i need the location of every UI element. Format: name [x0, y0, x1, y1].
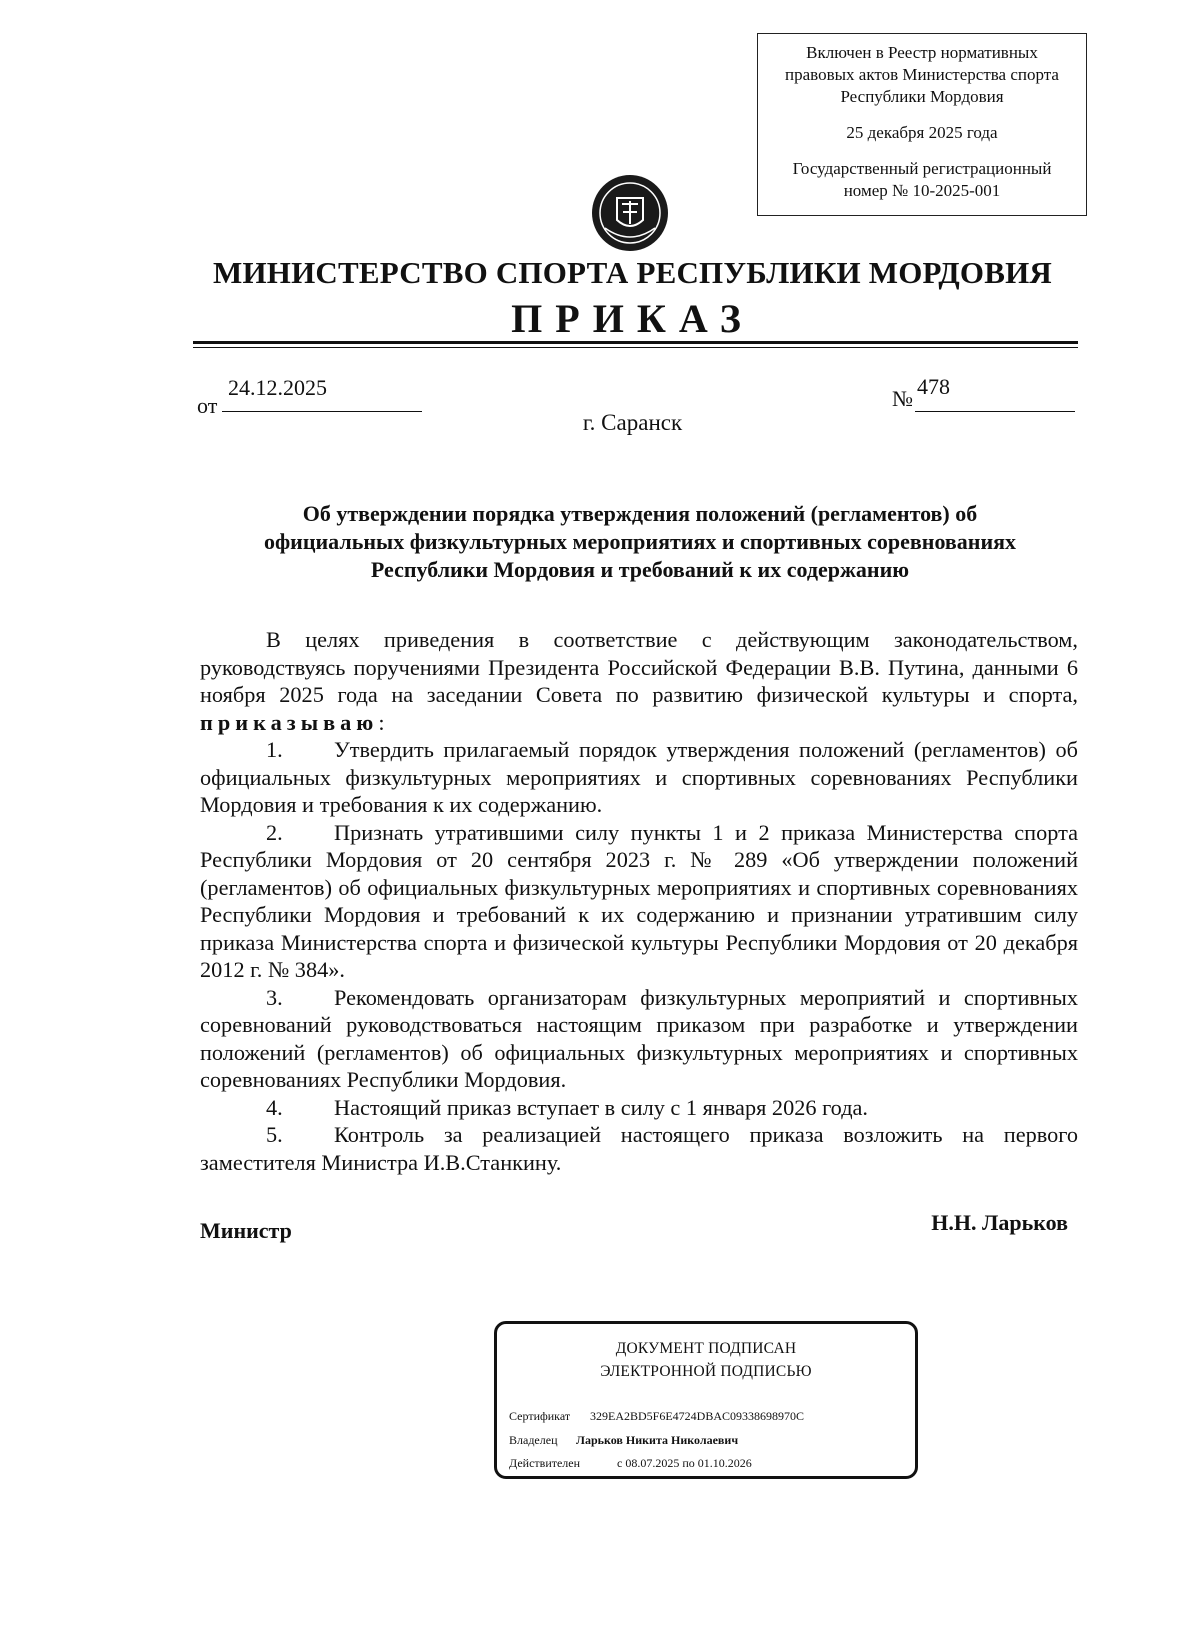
esig-certificate-row [509, 1409, 804, 1424]
esig-line-2: ЭЛЕКТРОННОЙ ПОДПИСЬЮ [600, 1363, 812, 1380]
item-text: Утвердить прилагаемый порядок утверждения положений (регламентов) об официальных физкультурных мероприятиях и спортивных соревнованиях Республики Мордовия и требования к их содержанию. [200, 737, 1078, 817]
document-heading [200, 500, 1080, 584]
certificate-label: Сертификат [509, 1409, 571, 1423]
intro-paragraph [200, 626, 1078, 736]
header-rule-thin [193, 347, 1078, 348]
registry-date: 25 декабря 2025 года [846, 123, 998, 142]
item-number: 1. [266, 737, 283, 762]
order-number: 478 [917, 374, 950, 399]
city: г. Саранск [582, 410, 683, 435]
electronic-signature-stamp [494, 1321, 918, 1479]
list-item [200, 1121, 1078, 1176]
validity-value: с 08.07.2025 по 01.10.2026 [617, 1456, 752, 1470]
ministry-title: МИНИСТЕРСТВО СПОРТА РЕСПУБЛИКИ МОРДОВИЯ [212, 255, 1052, 290]
order-word: приказываю [200, 709, 379, 735]
order-body [200, 626, 1078, 1176]
coat-of-arms-icon [585, 168, 675, 258]
owner-value: Ларьков Никита Николаевич [576, 1433, 739, 1447]
order-date: 24.12.2025 [228, 375, 327, 400]
intro-text: В целях приведения в соответствие с действующим законодательством, руководствуясь поручениями Президента Российской Федерации В.В. Путина, данными 6 ноября 2025 года на заседании Совета по развитию физической культуры и спорта, [200, 627, 1078, 707]
item-text: Признать утратившими силу пункты 1 и 2 приказа Министерства спорта Республики Мордовия от 20 сентября 2023 г. № 289 «Об утверждении положений (регламентов) об официальных физкультурных мероприятиях и спортивных соревнованиях Республики Мордовия и требований к их содержанию и признании утратившим силу приказа Министерства спорта и физической культуры Республики Мордовия от 20 декабря 2012 г. № 384». [200, 819, 1078, 982]
esig-line-1: ДОКУМЕНТ ПОДПИСАН [615, 1340, 797, 1357]
registry-line-1: Включен в Реестр нормативных [806, 43, 1038, 62]
order-colon: : [378, 709, 385, 735]
list-item [200, 819, 1078, 984]
item-text: Контроль за реализацией настоящего приказа возложить на первого заместителя Министра И.В.Станкину. [200, 1122, 1078, 1175]
heading-line-1: Об утверждении порядка утверждения положений (регламентов) об [302, 501, 978, 526]
item-text: Настоящий приказ вступает в силу с 1 января 2026 года. [334, 1094, 869, 1120]
validity-label: Действителен [509, 1456, 581, 1470]
esig-owner-row [509, 1433, 738, 1448]
heading-line-2: официальных физкультурных мероприятиях и спортивных соревнованиях [263, 529, 1017, 554]
item-number: 4. [266, 1094, 283, 1120]
esig-validity-row [509, 1456, 752, 1471]
item-number: 3. [266, 984, 283, 1010]
signer-title: Министр [200, 1218, 292, 1243]
list-item [200, 736, 1078, 819]
registry-number-line-1: Государственный регистрационный [792, 159, 1052, 178]
registry-line-2: правовых актов Министерства спорта [785, 65, 1059, 84]
registry-stamp [757, 33, 1087, 216]
owner-label: Владелец [509, 1433, 558, 1447]
heading-line-3: Республики Мордовия и требований к их содержанию [370, 557, 910, 582]
item-text: Рекомендовать организаторам физкультурных мероприятий и спортивных соревнований руководствоваться настоящим приказом при разработке и утверждении положений (регламентов) об официальных физкультурных мероприятиях и спортивных соревнованиях Республики Мордовия. [200, 984, 1078, 1092]
document-type-title: ПРИКАЗ [511, 296, 754, 341]
header-rule-thick [193, 341, 1078, 344]
list-item [200, 984, 1078, 1094]
number-prefix: № [892, 386, 913, 411]
certificate-value: 329EA2BD5F6E4724DBAC09338698970C [590, 1409, 805, 1423]
list-item [200, 1094, 1078, 1122]
date-prefix: от [197, 393, 218, 418]
item-number: 2. [266, 819, 283, 845]
signer-name: Н.Н. Ларьков [931, 1210, 1068, 1235]
registry-number-line-2: номер № 10-2025-001 [843, 181, 1001, 200]
item-number: 5. [266, 1122, 283, 1147]
registry-line-3: Республики Мордовия [840, 87, 1004, 106]
